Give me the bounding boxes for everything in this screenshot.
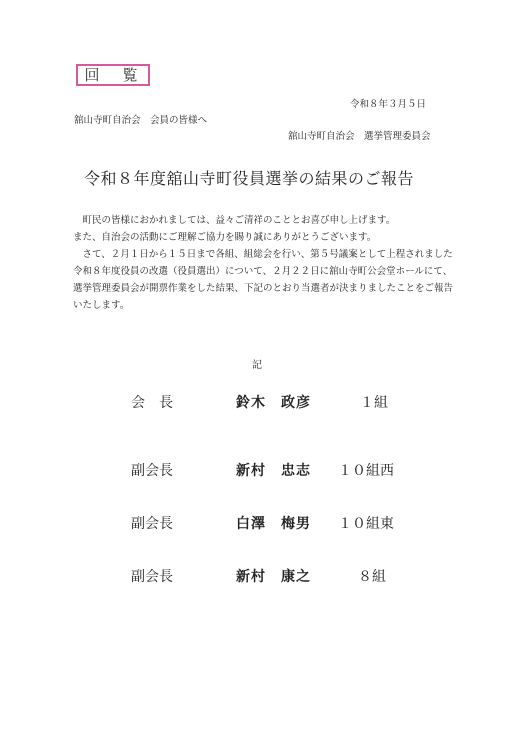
officer-name: 白澤 梅男 bbox=[236, 516, 311, 532]
officer-name: 新村 康之 bbox=[236, 569, 311, 585]
body-text bbox=[73, 212, 453, 314]
document-date: 令和８年３月５日 bbox=[350, 99, 427, 110]
circulation-stamp: 回 覧 bbox=[76, 64, 150, 86]
ki-marker: 記 bbox=[252, 360, 262, 371]
body-paragraph: 町民の皆様におかれましては、益々ご清祥のこととお喜び申し上げます。 bbox=[82, 215, 396, 226]
officer-name: 鈴木 政彦 bbox=[236, 395, 311, 411]
officer-role: 副会長 bbox=[131, 516, 173, 532]
officer-group: １０組西 bbox=[338, 463, 394, 479]
sender-line: 舘山寺町自治会 選挙管理委員会 bbox=[288, 131, 431, 142]
officer-group: １組 bbox=[360, 395, 388, 411]
recipient-line: 舘山寺町自治会 会員の皆様へ bbox=[74, 115, 208, 126]
officer-role: 副会長 bbox=[131, 463, 173, 479]
officer-role: 会 長 bbox=[131, 395, 173, 411]
body-paragraph: また、自治会の活動にご理解ご協力を賜り誠にありがとうございます。 bbox=[73, 232, 377, 243]
officer-role: 副会長 bbox=[131, 569, 173, 585]
officer-group: ８組 bbox=[358, 569, 386, 585]
officer-name: 新村 忠志 bbox=[236, 463, 311, 479]
document-title: 令和８年度舘山寺町役員選挙の結果のご報告 bbox=[84, 169, 415, 188]
body-paragraph: さて、２月１日から１５日まで各組、組総会を行い、第５号議案として上程されました令和８年度役員の改選（役員選出）について、２月２２日に舘山寺町公会堂ホールにて、選挙管理委員会が開票作業をした結果、下記のとおり当選者が決まりましたことをご報告いたします。 bbox=[73, 249, 454, 311]
officer-group: １０組東 bbox=[338, 516, 394, 532]
